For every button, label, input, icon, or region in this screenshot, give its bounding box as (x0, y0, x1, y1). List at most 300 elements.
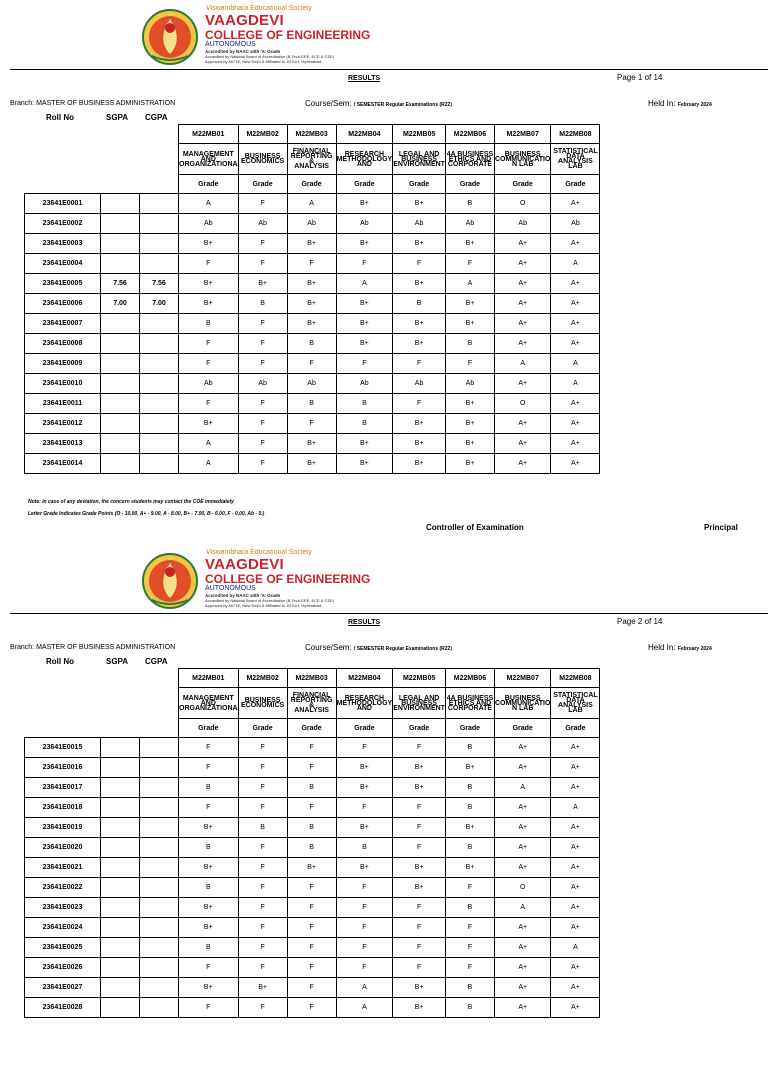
college-header (138, 548, 378, 610)
header-divider (10, 613, 768, 614)
grade-cell: B+ (393, 758, 446, 778)
grade-cell: B+ (287, 454, 336, 474)
grade-cell: B+ (336, 778, 393, 798)
grade-cell: Ab (494, 214, 550, 234)
table-row (25, 998, 600, 1018)
accreditation-line: Approved by AICTE, New Delhi & Affiliated to JNTUH, Hyderabad. (205, 59, 323, 64)
grade-cell: A (551, 354, 600, 374)
grade-cell: B (336, 394, 393, 414)
deviation-note: Note: In case of any deviation, the concern students may contact the COE immediately (28, 499, 234, 505)
grade-cell: F (238, 798, 287, 818)
college-name-line2: COLLEGE OF ENGINEERING (205, 28, 371, 42)
grade-cell: B (445, 738, 494, 758)
grade-cell: A (445, 274, 494, 294)
grade-cell: F (287, 898, 336, 918)
subject-name (238, 144, 287, 175)
grade-cell: B+ (179, 234, 239, 254)
course-sem-value: I SEMESTER Regular Examinations (R22) (353, 102, 453, 108)
held-in (648, 99, 712, 108)
cgpa-value (140, 818, 179, 838)
sgpa-value (101, 454, 140, 474)
grade-cell: B (445, 838, 494, 858)
sgpa-value (101, 194, 140, 214)
grade-column-label: Grade (551, 719, 600, 738)
table-row (25, 374, 600, 394)
grade-column-label: Grade (494, 175, 550, 194)
grade-label-row (25, 175, 600, 194)
grade-cell: F (336, 798, 393, 818)
grade-cell: B+ (179, 858, 239, 878)
grade-cell: B+ (287, 434, 336, 454)
grade-cell: A+ (494, 938, 550, 958)
sgpa-value (101, 858, 140, 878)
subject-name-line: CORPORATE (447, 160, 493, 168)
subject-name-line: METHODOLOGY (336, 699, 393, 707)
grade-cell: B (445, 898, 494, 918)
grade-cell: B+ (179, 294, 239, 314)
subject-name-line: STATISTICAL (553, 148, 598, 155)
cgpa-value (140, 938, 179, 958)
cgpa-value (140, 958, 179, 978)
cgpa-value (140, 314, 179, 334)
cgpa-value (140, 918, 179, 938)
roll-number: 23641E0006 (25, 294, 101, 314)
subject-code: M22MB08 (551, 125, 600, 144)
grade-cell: A+ (494, 758, 550, 778)
cgpa-value (140, 374, 179, 394)
grade-cell: F (393, 254, 446, 274)
subject-name-line: ANALYSIS (294, 707, 329, 714)
grade-cell: A+ (551, 334, 600, 354)
subject-name-line: STATISTICAL (553, 692, 598, 699)
table-row (25, 414, 600, 434)
grade-cell: B+ (393, 334, 446, 354)
subject-name-line: BUSINESS (401, 155, 437, 163)
roll-number: 23641E0024 (25, 918, 101, 938)
sgpa-value (101, 334, 140, 354)
subject-name-line: REPORTING & (290, 153, 333, 165)
page-number: Page 1 of 14 (617, 73, 663, 82)
table-row (25, 214, 600, 234)
sgpa-value (101, 214, 140, 234)
subject-name (494, 688, 550, 719)
subject-name-line: ECONOMICS (241, 702, 285, 709)
grade-cell: B (287, 838, 336, 858)
subject-code: M22MB05 (393, 669, 446, 688)
grade-column-label: Grade (445, 175, 494, 194)
subject-name-line: REPORTING & (290, 697, 333, 709)
grade-column-label: Grade (179, 719, 239, 738)
grade-cell: A+ (551, 978, 600, 998)
sgpa-value (101, 414, 140, 434)
grade-cell: F (287, 998, 336, 1018)
grade-cell: B+ (393, 194, 446, 214)
college-name-line1: VAAGDEVI (205, 12, 284, 29)
grade-cell: A (336, 978, 393, 998)
subject-name-line: MANAGEMENT (182, 694, 234, 702)
grade-cell: F (238, 334, 287, 354)
cgpa-value (140, 978, 179, 998)
grade-column-label: Grade (336, 719, 393, 738)
grade-cell: F (287, 798, 336, 818)
subject-name-line: DATA ANALYSIS (558, 697, 593, 709)
controller-signature: Controller of Examination (426, 523, 524, 532)
course-sem-label: Course/Sem: (305, 643, 352, 652)
table-row (25, 254, 600, 274)
grade-cell: B+ (287, 274, 336, 294)
grade-cell: Ab (445, 214, 494, 234)
grade-cell: A (551, 798, 600, 818)
sgpa-value (101, 838, 140, 858)
grade-cell: B (336, 414, 393, 434)
grade-cell: F (238, 878, 287, 898)
subject-name-line: RESEARCH (344, 694, 385, 702)
grade-cell: B+ (445, 234, 494, 254)
roll-number: 23641E0007 (25, 314, 101, 334)
subject-name-line: FINANCIAL (292, 148, 331, 155)
roll-number: 23641E0025 (25, 938, 101, 958)
grade-cell: B (179, 314, 239, 334)
grade-cell: B (445, 194, 494, 214)
grade-cell: B+ (393, 274, 446, 294)
table-row (25, 314, 600, 334)
grade-cell: Ab (445, 374, 494, 394)
cgpa-value (140, 214, 179, 234)
sgpa-value (101, 798, 140, 818)
table-row (25, 958, 600, 978)
principal-signature: Principal (704, 523, 738, 532)
subject-code-row (25, 125, 600, 144)
grade-cell: F (179, 334, 239, 354)
blank-cell (25, 688, 179, 719)
grade-points-note: Letter Grade Indicates Grade Points (O - 10.00, A+ - 9.00, A - 8.00, B+ - 7.00, B - 6.00, F - 0.00, Ab - 0.) (28, 511, 265, 517)
grade-cell: B (287, 778, 336, 798)
subject-name-line: BUSINESS (504, 694, 541, 702)
grade-cell: B+ (336, 818, 393, 838)
grade-cell: O (494, 394, 550, 414)
grade-cell: B+ (336, 294, 393, 314)
table-row (25, 354, 600, 374)
grade-cell: B (445, 798, 494, 818)
table-row (25, 758, 600, 778)
grade-cell: F (238, 234, 287, 254)
grade-cell: B+ (287, 314, 336, 334)
grade-cell: B+ (393, 454, 446, 474)
grade-cell: A+ (494, 858, 550, 878)
grade-cell: B+ (445, 414, 494, 434)
grade-cell: B (287, 334, 336, 354)
grade-cell: A (494, 898, 550, 918)
grade-cell: F (238, 758, 287, 778)
subject-name (393, 688, 446, 719)
grade-column-label: Grade (287, 719, 336, 738)
grade-cell: F (287, 738, 336, 758)
grade-column-label: Grade (287, 175, 336, 194)
blank-cell (25, 144, 179, 175)
roll-no-header: Roll No (46, 657, 74, 666)
grade-cell: F (445, 918, 494, 938)
results-title: RESULTS (348, 75, 381, 82)
results-page (0, 544, 768, 1088)
roll-number: 23641E0003 (25, 234, 101, 254)
cgpa-value (140, 354, 179, 374)
subject-code: M22MB03 (287, 669, 336, 688)
roll-number: 23641E0005 (25, 274, 101, 294)
grade-cell: A+ (551, 858, 600, 878)
grade-cell: B+ (179, 818, 239, 838)
grade-cell: A+ (551, 758, 600, 778)
subject-name-line: ORGANIZATIONA (179, 704, 238, 712)
subject-name-line: AND (356, 160, 372, 168)
society-name: Viswambhara Educational Society (206, 5, 312, 12)
grade-cell: A (179, 434, 239, 454)
grade-cell: Ab (336, 374, 393, 394)
grade-cell: F (393, 838, 446, 858)
subject-code: M22MB04 (336, 125, 393, 144)
table-row (25, 838, 600, 858)
sgpa-value (101, 958, 140, 978)
grade-cell: B+ (179, 898, 239, 918)
course-sem (305, 99, 452, 108)
roll-number: 23641E0009 (25, 354, 101, 374)
grade-cell: F (336, 938, 393, 958)
table-row (25, 778, 600, 798)
grade-cell: F (238, 454, 287, 474)
sgpa-value (101, 898, 140, 918)
grade-cell: F (179, 354, 239, 374)
grade-cell: B+ (287, 294, 336, 314)
subject-name (393, 144, 446, 175)
grade-cell: B (445, 778, 494, 798)
grade-cell: A (336, 998, 393, 1018)
grade-cell: F (336, 898, 393, 918)
grade-cell: Ab (287, 374, 336, 394)
subject-name-line: COMMUNICATIO (494, 155, 551, 163)
held-in-value: February 2024 (677, 102, 712, 108)
grade-cell: F (179, 958, 239, 978)
grade-cell: A+ (494, 434, 550, 454)
grade-cell: F (179, 254, 239, 274)
roll-number: 23641E0019 (25, 818, 101, 838)
grade-cell: B (287, 818, 336, 838)
grade-cell: A+ (494, 414, 550, 434)
subject-code: M22MB01 (179, 125, 239, 144)
grade-cell: A+ (551, 778, 600, 798)
grade-cell: F (336, 878, 393, 898)
grade-cell: B+ (336, 234, 393, 254)
table-row (25, 818, 600, 838)
roll-number: 23641E0012 (25, 414, 101, 434)
grade-cell: B+ (336, 434, 393, 454)
header-divider (10, 69, 768, 70)
grade-cell: B (445, 334, 494, 354)
roll-number: 23641E0023 (25, 898, 101, 918)
subject-name-line: LEGAL AND (398, 694, 440, 702)
cgpa-value (140, 858, 179, 878)
roll-number: 23641E0013 (25, 434, 101, 454)
autonomous-label: AUTONOMOUS (205, 41, 256, 48)
grade-cell: B+ (445, 294, 494, 314)
subject-name (551, 688, 600, 719)
sgpa-value (101, 374, 140, 394)
accreditation-line: Accredited by NAAC with 'A' Grade (205, 593, 281, 598)
table-row (25, 434, 600, 454)
grade-cell: B+ (336, 758, 393, 778)
grade-cell: B+ (445, 454, 494, 474)
grade-cell: F (238, 938, 287, 958)
sgpa-value (101, 314, 140, 334)
grade-cell: O (494, 878, 550, 898)
grade-cell: F (238, 738, 287, 758)
grade-cell: B+ (445, 434, 494, 454)
grade-cell: A+ (551, 998, 600, 1018)
grade-cell: Ab (393, 214, 446, 234)
sgpa-value (101, 738, 140, 758)
sgpa-value (101, 778, 140, 798)
cgpa-value (140, 878, 179, 898)
grade-cell: B+ (393, 434, 446, 454)
subject-name-line: ENVIRONMENT (393, 704, 445, 712)
course-sem (305, 643, 452, 652)
grade-cell: A+ (494, 274, 550, 294)
grade-cell: A+ (551, 234, 600, 254)
grade-cell: A (336, 274, 393, 294)
held-in-value: February 2024 (677, 646, 712, 652)
table-row (25, 294, 600, 314)
grade-cell: F (238, 434, 287, 454)
subject-name-line: FINANCIAL (292, 692, 331, 699)
grade-cell: B+ (287, 234, 336, 254)
grade-cell: O (494, 194, 550, 214)
cgpa-value (140, 454, 179, 474)
table-row (25, 978, 600, 998)
table-row (25, 938, 600, 958)
roll-number: 23641E0016 (25, 758, 101, 778)
college-name-line2: COLLEGE OF ENGINEERING (205, 572, 371, 586)
grade-cell: F (393, 394, 446, 414)
subject-name-line: ETHICS AND (448, 699, 492, 707)
grade-cell: Ab (238, 374, 287, 394)
grade-cell: B+ (393, 978, 446, 998)
table-row (25, 454, 600, 474)
subject-name-line: ETHICS AND (448, 155, 492, 163)
table-row (25, 234, 600, 254)
grade-cell: F (393, 818, 446, 838)
sgpa-value (101, 234, 140, 254)
roll-number: 23641E0020 (25, 838, 101, 858)
grade-cell: B (179, 938, 239, 958)
grade-cell: B+ (238, 978, 287, 998)
grade-cell: F (336, 254, 393, 274)
subject-name (238, 688, 287, 719)
grade-cell: F (287, 758, 336, 778)
grade-cell: A (179, 194, 239, 214)
grade-cell: B+ (393, 314, 446, 334)
sgpa-value (101, 434, 140, 454)
roll-number: 23641E0011 (25, 394, 101, 414)
branch-label: Branch: MASTER OF BUSINESS ADMINISTRATION (10, 100, 176, 107)
subject-name-line: ENVIRONMENT (393, 160, 445, 168)
grade-cell: F (179, 738, 239, 758)
sgpa-value: 7.56 (101, 274, 140, 294)
sgpa-value (101, 758, 140, 778)
subject-code: M22MB07 (494, 125, 550, 144)
subject-name-line: BUSINESS (244, 697, 281, 704)
cgpa-value: 7.00 (140, 294, 179, 314)
sgpa-value (101, 254, 140, 274)
grade-cell: A+ (551, 838, 600, 858)
sgpa-header: SGPA (106, 113, 129, 122)
subject-name-line: RESEARCH (344, 150, 385, 158)
subject-name (551, 144, 600, 175)
sgpa-value (101, 818, 140, 838)
grade-cell: F (393, 738, 446, 758)
roll-number: 23641E0028 (25, 998, 101, 1018)
table-row (25, 194, 600, 214)
grade-cell: F (238, 898, 287, 918)
table-row (25, 878, 600, 898)
cgpa-value: 7.56 (140, 274, 179, 294)
grade-cell: B (445, 998, 494, 1018)
sgpa-value (101, 938, 140, 958)
grade-cell: A+ (494, 798, 550, 818)
grade-cell: B (393, 294, 446, 314)
roll-number: 23641E0002 (25, 214, 101, 234)
subject-name (494, 144, 550, 175)
grade-cell: Ab (393, 374, 446, 394)
branch-label: Branch: MASTER OF BUSINESS ADMINISTRATION (10, 644, 176, 651)
grade-cell: A+ (494, 314, 550, 334)
grade-column-label: Grade (336, 175, 393, 194)
subject-name-line: COMMUNICATIO (494, 699, 551, 707)
grade-cell: B+ (179, 414, 239, 434)
subject-name-line: ECONOMICS (241, 158, 285, 165)
subject-name (179, 688, 239, 719)
grade-cell: B+ (179, 274, 239, 294)
subject-name-line: AND (200, 699, 216, 707)
subject-name-line: DATA ANALYSIS (558, 153, 593, 165)
society-name: Viswambhara Educational Society (206, 549, 312, 556)
grade-cell: F (287, 978, 336, 998)
table-row (25, 394, 600, 414)
grade-cell: B+ (445, 818, 494, 838)
grade-cell: A+ (551, 394, 600, 414)
grade-cell: F (287, 958, 336, 978)
accreditation-line: Accredited by National Board of Accreditation (B.Tech-EEE, ECE & CSE) (205, 54, 335, 59)
sgpa-value: 7.00 (101, 294, 140, 314)
grade-cell: Ab (551, 214, 600, 234)
grade-cell: A+ (551, 898, 600, 918)
grade-cell: F (287, 938, 336, 958)
grade-cell: B+ (445, 314, 494, 334)
grade-cell: F (393, 354, 446, 374)
grade-cell: B (179, 878, 239, 898)
grade-cell: F (238, 414, 287, 434)
grade-cell: B+ (336, 858, 393, 878)
grade-cell: F (393, 938, 446, 958)
grade-cell: F (336, 738, 393, 758)
roll-number: 23641E0027 (25, 978, 101, 998)
grade-cell: Ab (238, 214, 287, 234)
subject-name-row (25, 144, 600, 175)
roll-number: 23641E0015 (25, 738, 101, 758)
cgpa-value (140, 334, 179, 354)
grade-cell: B+ (336, 314, 393, 334)
grade-cell: F (336, 918, 393, 938)
grade-label-row (25, 719, 600, 738)
grade-cell: B+ (336, 194, 393, 214)
table-row (25, 898, 600, 918)
